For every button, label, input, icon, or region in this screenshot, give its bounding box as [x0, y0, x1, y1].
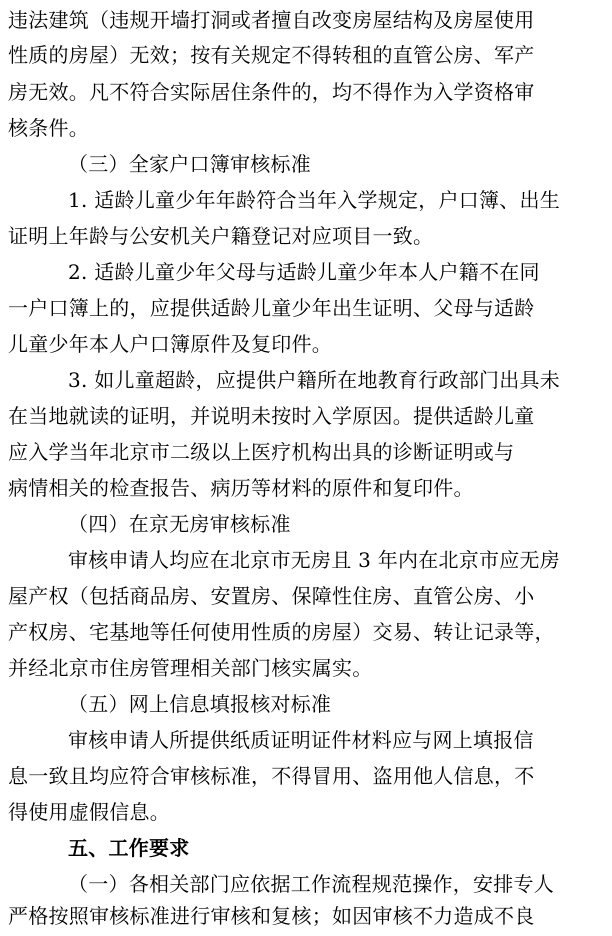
body-text-line: 儿童少年本人户口簿原件及复印件。 [8, 332, 332, 356]
body-text-line: 性质的房屋）无效；按有关规定不得转租的直管公房、军产 [8, 43, 535, 67]
body-text-line: 违法建筑（违规开墙打洞或者擅自改变房屋结构及房屋使用 [8, 8, 535, 32]
numbered-item-2: 2. 适龄儿童少年父母与适龄儿童少年本人户籍不在同 [68, 260, 540, 284]
body-text-line: 核条件。 [8, 116, 89, 140]
paragraph-start: 审核申请人所提供纸质证明证件材料应与网上填报信 [68, 728, 534, 752]
body-text-line: 产权房、宅基地等任何使用性质的房屋）交易、转让记录等， [8, 620, 555, 644]
paragraph-start: 审核申请人均应在北京市无房且 3 年内在北京市应无房 [68, 548, 560, 572]
body-text-line: 证明上年龄与公安机关户籍登记对应项目一致。 [8, 224, 434, 248]
body-text-line: 息一致且均应符合审核标准，不得冒用、盗用他人信息，不 [8, 764, 535, 788]
body-text-line: 应入学当年北京市二级以上医疗机构出具的诊断证明或与 [8, 440, 515, 464]
subsection-heading: （一）各相关部门应依据工作流程规范操作，安排专人 [68, 872, 554, 896]
body-text-line: 房无效。凡不符合实际居住条件的，均不得作为入学资格审 [8, 80, 535, 104]
section-heading: （四）在京无房审核标准 [68, 512, 291, 536]
body-text-line: 一户口簿上的，应提供适龄儿童少年出生证明、父母与适龄 [8, 296, 535, 320]
body-text-line: 在当地就读的证明，并说明未按时入学原因。提供适龄儿童 [8, 404, 535, 428]
numbered-item-1: 1. 适龄儿童少年年龄符合当年入学规定，户口簿、出生 [68, 188, 560, 212]
body-text-line: 病情相关的检查报告、病历等材料的原件和复印件。 [8, 476, 474, 500]
body-text-line: 并经北京市住房管理相关部门核实属实。 [8, 656, 373, 680]
numbered-item-3: 3. 如儿童超龄，应提供户籍所在地教育行政部门出具未 [68, 368, 560, 392]
body-text-line: 得使用虚假信息。 [8, 800, 170, 824]
body-text-line: 屋产权（包括商品房、安置房、保障性住房、直管公房、小 [8, 584, 535, 608]
section-heading: （五）网上信息填报核对标准 [68, 692, 332, 716]
body-text-line: 严格按照审核标准进行审核和复核；如因审核不力造成不良 [8, 904, 535, 928]
major-section-heading: 五、工作要求 [68, 836, 190, 860]
section-heading: （三）全家户口簿审核标准 [68, 152, 311, 176]
